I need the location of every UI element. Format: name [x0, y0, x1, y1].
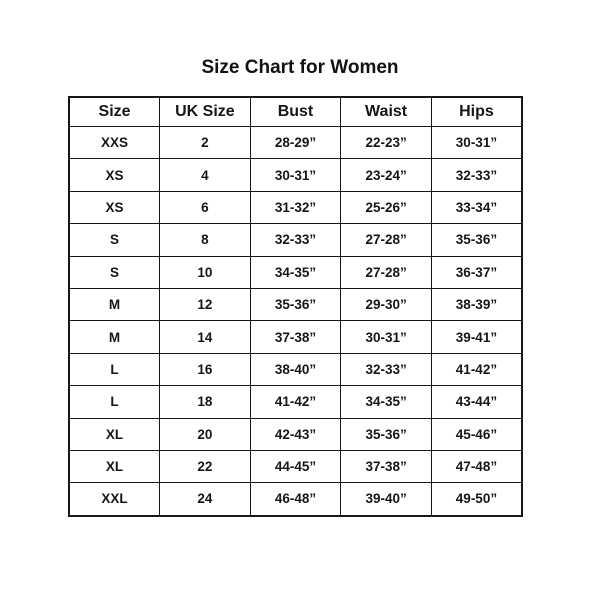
table-cell: 22 [160, 450, 251, 482]
size-chart-body [69, 127, 522, 516]
table-row [69, 288, 522, 320]
page-title: Size Chart for Women [201, 57, 399, 78]
table-cell: 24 [160, 483, 251, 516]
column-header: Bust [250, 97, 341, 127]
table-cell: 45-46” [431, 418, 522, 450]
table-row [69, 321, 522, 353]
table-cell: XXS [69, 127, 160, 159]
table-row [69, 127, 522, 159]
table-cell: 10 [160, 256, 251, 288]
table-cell: 37-38” [250, 321, 341, 353]
table-cell: 18 [160, 386, 251, 418]
table-cell: 34-35” [341, 386, 432, 418]
table-row [69, 450, 522, 482]
table-cell: 41-42” [431, 353, 522, 385]
table-cell: M [69, 321, 160, 353]
table-cell: 36-37” [431, 256, 522, 288]
table-row [69, 418, 522, 450]
table-cell: 39-41” [431, 321, 522, 353]
table-row [69, 353, 522, 385]
table-cell: 23-24” [341, 159, 432, 191]
table-cell: 29-30” [341, 288, 432, 320]
table-cell: XS [69, 159, 160, 191]
table-cell: 49-50” [431, 483, 522, 516]
table-cell: 41-42” [250, 386, 341, 418]
table-cell: 30-31” [431, 127, 522, 159]
table-cell: 43-44” [431, 386, 522, 418]
table-cell: 28-29” [250, 127, 341, 159]
table-cell: XXL [69, 483, 160, 516]
column-header: Size [69, 97, 160, 127]
table-cell: 14 [160, 321, 251, 353]
table-cell: M [69, 288, 160, 320]
table-cell: 38-39” [431, 288, 522, 320]
table-cell: XS [69, 191, 160, 223]
table-row [69, 256, 522, 288]
size-chart-header [69, 97, 522, 127]
table-cell: 47-48” [431, 450, 522, 482]
table-cell: 35-36” [341, 418, 432, 450]
table-cell: 30-31” [341, 321, 432, 353]
table-cell: 39-40” [341, 483, 432, 516]
table-cell: 46-48” [250, 483, 341, 516]
table-cell: 32-33” [341, 353, 432, 385]
table-cell: 27-28” [341, 256, 432, 288]
table-cell: 34-35” [250, 256, 341, 288]
table-cell: XL [69, 418, 160, 450]
table-cell: 35-36” [250, 288, 341, 320]
column-header: UK Size [160, 97, 251, 127]
table-header-row [69, 97, 522, 127]
table-row [69, 191, 522, 223]
table-cell: 37-38” [341, 450, 432, 482]
table-cell: S [69, 256, 160, 288]
table-cell: 32-33” [250, 224, 341, 256]
table-cell: 8 [160, 224, 251, 256]
table-cell: 44-45” [250, 450, 341, 482]
size-chart-table [68, 96, 523, 517]
table-cell: XL [69, 450, 160, 482]
table-cell: 30-31” [250, 159, 341, 191]
table-cell: 4 [160, 159, 251, 191]
table-cell: 35-36” [431, 224, 522, 256]
table-cell: S [69, 224, 160, 256]
table-cell: L [69, 386, 160, 418]
table-cell: 42-43” [250, 418, 341, 450]
table-cell: 12 [160, 288, 251, 320]
table-cell: 2 [160, 127, 251, 159]
table-cell: L [69, 353, 160, 385]
column-header: Waist [341, 97, 432, 127]
table-cell: 38-40” [250, 353, 341, 385]
table-cell: 32-33” [431, 159, 522, 191]
table-row [69, 483, 522, 516]
table-cell: 20 [160, 418, 251, 450]
table-cell: 33-34” [431, 191, 522, 223]
table-cell: 16 [160, 353, 251, 385]
table-row [69, 224, 522, 256]
table-cell: 27-28” [341, 224, 432, 256]
table-row [69, 386, 522, 418]
table-row [69, 159, 522, 191]
table-cell: 6 [160, 191, 251, 223]
table-cell: 25-26” [341, 191, 432, 223]
column-header: Hips [431, 97, 522, 127]
table-cell: 22-23” [341, 127, 432, 159]
table-cell: 31-32” [250, 191, 341, 223]
